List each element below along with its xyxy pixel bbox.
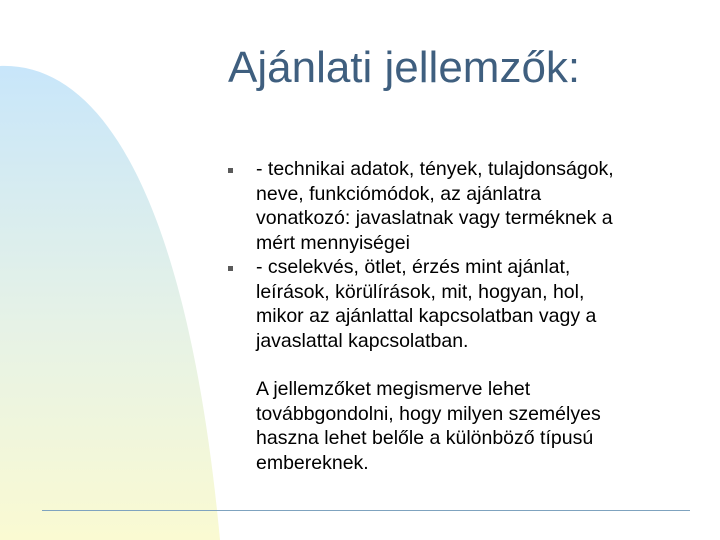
square-bullet-icon <box>228 168 233 173</box>
bottom-rule <box>42 510 690 511</box>
body-paragraph: A jellemzőket megismerve lehet továbbgondolni, hogy milyen személyes haszna lehet belőle a különböző típusú embereknek. <box>256 378 601 474</box>
bullet-text: - cselekvés, ötlet, érzés mint ajánlat, leírások, körülírások, mit, hogyan, hol, mikor az ajánlattal kapcsolatban vagy a javaslattal kapcsolatban. <box>256 256 597 352</box>
slide-body <box>256 157 696 475</box>
bullet-item <box>256 157 696 255</box>
bullet-text: - technikai adatok, tények, tulajdonságok, neve, funkciómódok, az ajánlatra vonatkozó: javaslatnak vagy terméknek a mért mennyiségei <box>256 158 614 254</box>
square-bullet-icon <box>228 266 233 271</box>
slide-title: Ajánlati jellemzők: <box>228 43 581 92</box>
bullet-item <box>256 255 696 353</box>
